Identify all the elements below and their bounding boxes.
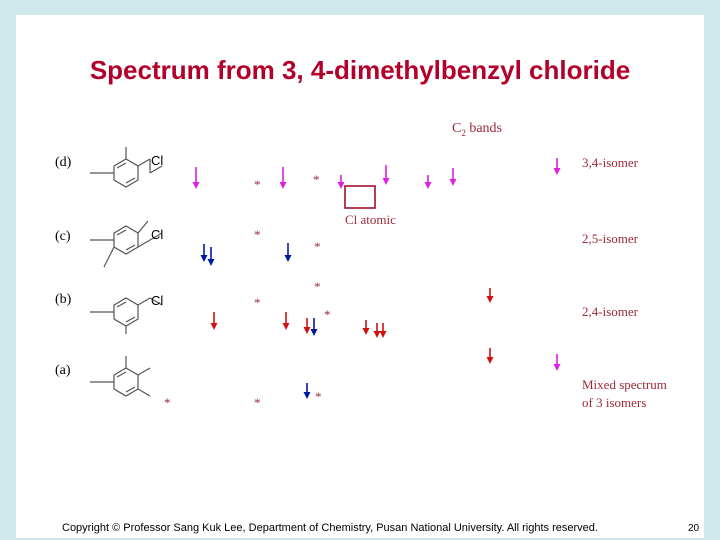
isomer-label-34: 3,4-isomer [582,155,638,170]
isomer-label-25: 2,5-isomer [582,231,638,246]
spectral-line-arrow [374,323,381,338]
spectral-line-arrow [193,167,200,189]
spectral-line-arrow [280,167,287,189]
slide-title: Spectrum from 3, 4-dimethylbenzyl chloride [89,55,631,85]
spectral-line-arrow [304,383,311,399]
slide [16,15,704,538]
spectral-line-arrow [311,318,318,336]
star-c2: * [314,239,321,254]
spectral-line-arrow [363,320,370,335]
spectral-line-arrow [338,175,345,189]
spectral-line-arrow [304,318,311,334]
star-d1: * [254,177,261,192]
spectral-line-arrow [211,312,218,330]
star-b1: * [254,295,261,310]
star-c1: * [254,227,261,242]
molecule-mixed [90,356,150,396]
row-label-c: (c) [55,229,71,244]
copyright-footer: Copyright © Professor Sang Kuk Lee, Department of Chemistry, Pusan National University. All rights reserved. [62,522,598,534]
spectral-line-arrow [554,354,561,371]
spectral-line-arrow [554,158,561,175]
cl-label-b: Cl [151,293,164,308]
spectral-line-arrow [285,243,292,262]
row-label-b: (b) [55,292,72,307]
spectral-line-arrow [425,175,432,189]
spectral-line-arrow [487,348,494,364]
spectral-line-arrow [201,244,208,262]
cl-atomic-label: Cl atomic [345,212,396,227]
isomer-label-mixed-line2: of 3 isomers [582,395,647,410]
star-b2: * [324,307,331,322]
spectral-line-arrow [450,168,457,186]
spectral-line-arrow [380,323,387,338]
isomer-label-24: 2,4-isomer [582,304,638,319]
cl-label-d: Cl [151,153,164,168]
spectral-line-arrow [208,247,215,266]
isomer-label-mixed-line1: Mixed spectrum [582,377,667,392]
page-number: 20 [688,523,700,534]
spectral-line-arrow [487,288,494,303]
star-b-top: * [314,279,321,294]
star-a1: * [164,395,171,410]
cl-label-c: Cl [151,227,164,242]
spectral-line-arrow [283,312,290,330]
star-a3: * [315,389,322,404]
row-label-a: (a) [55,363,71,378]
spectral-line-arrow [383,165,390,185]
spectrum-diagram [16,15,704,515]
star-d2: * [313,172,320,187]
c2-bands-label: $C_2$ bands [452,121,503,138]
row-label-d: (d) [55,155,72,170]
cl-atomic-box [345,186,375,208]
star-a2: * [254,395,261,410]
